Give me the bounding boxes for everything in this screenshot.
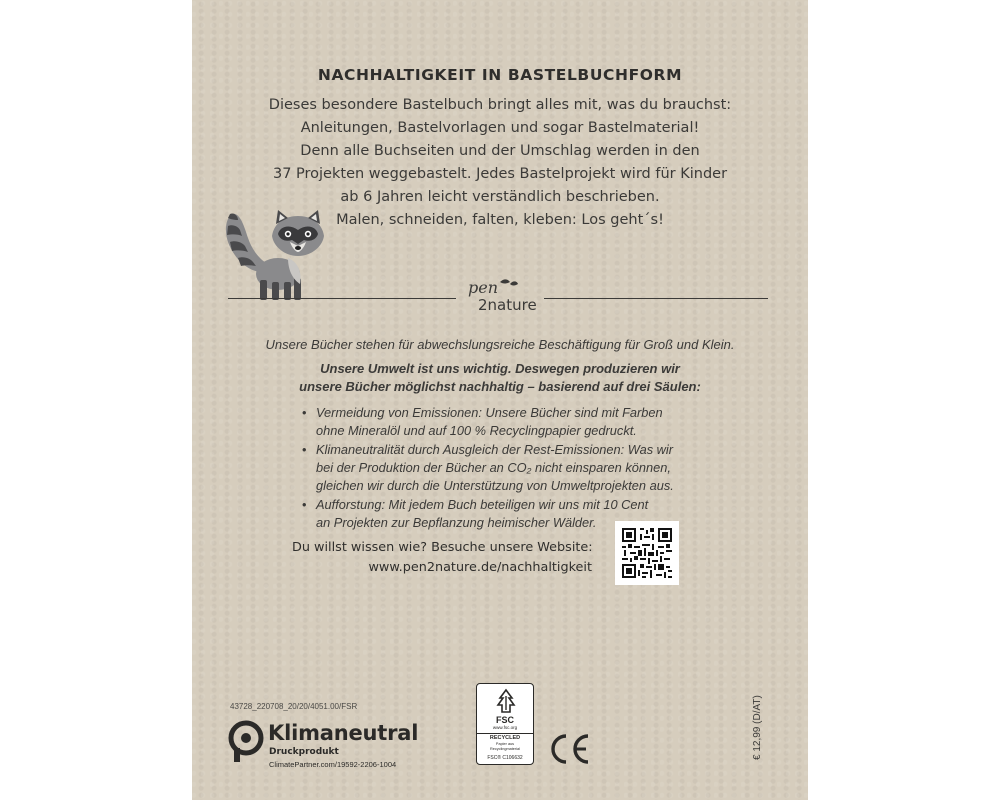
intro-line: 37 Projekten weggebastelt. Jedes Bastelprojekt wird für Kinder: [272, 166, 728, 182]
fsc-tree-icon: [492, 688, 520, 714]
call-to-action: Malen, schneiden, falten, kleben: Los geht´s!: [336, 212, 664, 228]
fsc-license-code: FSC® C106632: [487, 755, 523, 761]
fsc-recycled: RECYCLED: [477, 733, 533, 741]
product-code: 43728_220708_20/20/4051.00/FSR: [230, 702, 358, 711]
tagline: Unsere Bücher stehen für abwechslungsreiche Beschäftigung für Groß und Klein.: [265, 337, 735, 352]
fsc-paper-line: Recyclingmaterial: [490, 746, 520, 751]
raccoon-illustration: [216, 208, 336, 304]
pillar-line: • Klimaneutralität durch Ausgleich der Rest-Emissionen: Was wir: [316, 442, 674, 457]
intro-line: Denn alle Buchseiten und der Umschlag werden in den: [300, 143, 700, 159]
pillar-line: ohne Mineralöl und auf 100 % Recyclingpapier gedruckt.: [316, 423, 637, 438]
fsc-paper-line: Papier aus: [495, 742, 515, 746]
pillar-line: • Aufforstung: Mit jedem Buch beteiligen wir uns mit 10 Cent: [316, 497, 649, 512]
website-info: [292, 538, 592, 578]
pillar-line: gleichen wir durch die Unterstützung von Umweltprojekten aus.: [316, 478, 674, 493]
statement-line: Unsere Umwelt ist uns wichtig. Deswegen produzieren wir: [320, 361, 680, 376]
divider-line-left: [228, 298, 456, 299]
intro-line: Anleitungen, Bastelvorlagen und sogar Bastelmaterial!: [300, 120, 700, 136]
brand-line2: 2nature: [478, 296, 537, 314]
pillar-item: [302, 404, 722, 440]
climatepartner-logo-icon: [228, 720, 264, 764]
intro-line: Dieses besondere Bastelbuch bringt alles mit, was du brauchst:: [268, 97, 732, 113]
fsc-website: www.fsc.org: [492, 725, 518, 730]
website-url[interactable]: www.pen2nature.de/nachhaltigkeit: [368, 560, 592, 575]
pillar-list: [302, 404, 722, 533]
section-heading: NACHHALTIGKEIT IN BASTELBUCHFORM: [317, 66, 683, 84]
statement-line: unsere Bücher möglichst nachhaltig – basierend auf drei Säulen:: [299, 379, 701, 394]
brand-line1: pen: [468, 278, 499, 297]
fsc-name: FSC: [496, 715, 514, 725]
fsc-paper-text: [477, 742, 533, 751]
pillar-line: bei der Produktion der Bücher an CO₂ nicht einsparen können,: [316, 460, 671, 475]
fsc-label: [476, 683, 534, 765]
intro-paragraph: [232, 94, 768, 209]
pillar-item: [302, 441, 722, 495]
pen2nature-logo: [460, 276, 544, 316]
pillar-line: • Vermeidung von Emissionen: Unsere Bücher sind mit Farben: [316, 405, 663, 420]
price-label: € 12,99 (D/AT): [752, 695, 763, 760]
pillar-line: an Projekten zur Bepflanzung heimischer Wälder.: [316, 515, 597, 530]
divider-line-right: [544, 298, 768, 299]
website-prompt: Du willst wissen wie? Besuche unsere Website:: [292, 540, 593, 555]
intro-line: ab 6 Jahren leicht verständlich beschrieben.: [340, 189, 660, 205]
ce-mark-icon: [548, 733, 592, 765]
climatepartner-url: ClimatePartner.com/19592-2206-1004: [269, 760, 397, 769]
back-cover: [192, 0, 808, 800]
klimaneutral-subtitle: Druckprodukt: [269, 747, 339, 757]
environment-statement: [252, 360, 748, 396]
qr-code[interactable]: [615, 521, 679, 585]
klimaneutral-title: Klimaneutral: [268, 721, 419, 745]
